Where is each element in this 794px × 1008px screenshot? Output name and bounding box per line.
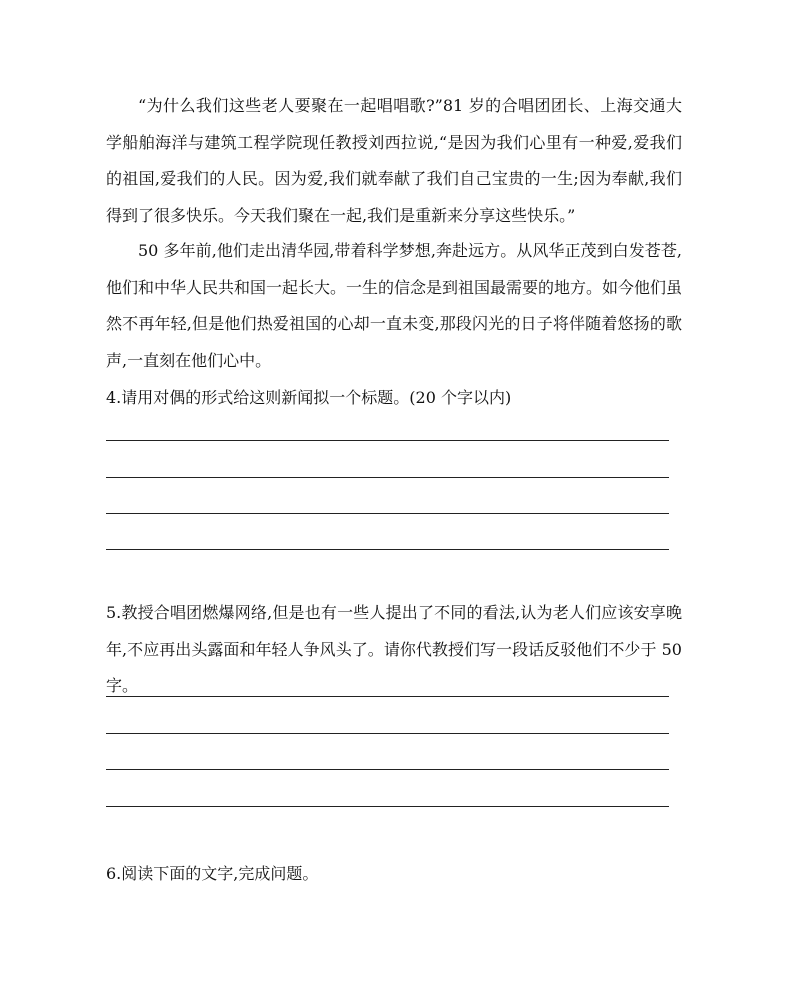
question-4-prompt: 4.请用对偶的形式给这则新闻拟一个标题。(20 个字以内) [106, 388, 512, 407]
q4-answer-line-4[interactable] [106, 549, 669, 550]
q4-answer-line-2[interactable] [106, 477, 669, 478]
q4-answer-line-3[interactable] [106, 513, 669, 514]
q4-answer-line-1[interactable] [106, 440, 669, 441]
passage-paragraph-2: 50 多年前,他们走出清华园,带着科学梦想,奔赴远方。从风华正茂到白发苍苍,他们和中华人民共和国一起长大。一生的信念是到祖国最需要的地方。如今他们虽然不再年轻,但是他们热爱祖国的心却一直未变,那段闪光的日子将伴随着悠扬的歌声,一直刻在他们心中。 [106, 241, 683, 370]
question-6-prompt: 6.阅读下面的文字,完成问题。 [106, 864, 319, 883]
q5-answer-line-4[interactable] [106, 806, 669, 807]
q5-answer-line-3[interactable] [106, 769, 669, 770]
q5-answer-line-1[interactable] [106, 696, 669, 697]
question-5-prompt: 5.教授合唱团燃爆网络,但是也有一些人提出了不同的看法,认为老人们应该安享晚年,不应再出头露面和年轻人争风头了。请你代教授们写一段话反驳他们不少于 50 字。 [106, 603, 682, 695]
passage-paragraph-1: “为什么我们这些老人要聚在一起唱唱歌?”81 岁的合唱团团长、上海交通大学船舶海洋与建筑工程学院现任教授刘西拉说,“是因为我们心里有一种爱,爱我们的祖国,爱我们的人民。因为爱,我们就奉献了我们自己宝贵的一生;因为奉献,我们得到了很多快乐。今天我们聚在一起,我们是重新来分享这些快乐。” [106, 96, 682, 225]
q5-answer-line-2[interactable] [106, 733, 669, 734]
